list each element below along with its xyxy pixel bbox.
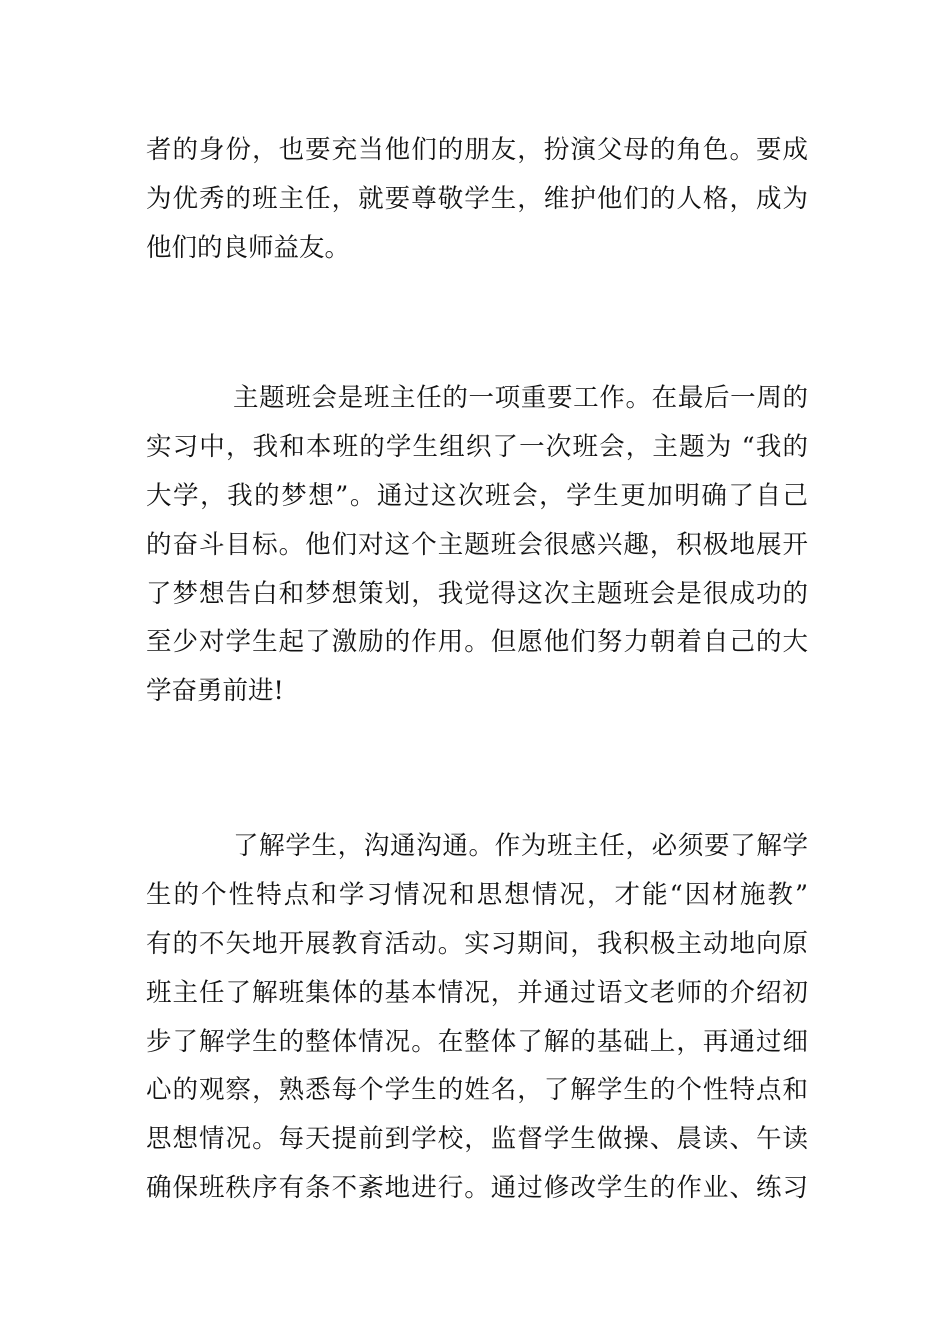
paragraph-line: 班主任了解班集体的基本情况，并通过语文老师的介绍初 [146, 977, 808, 1008]
paragraph-line: 步了解学生的整体情况。在整体了解的基础上，再通过细 [146, 1026, 808, 1057]
paragraph-line: 有的不矢地开展教育活动。实习期间，我积极主动地向原 [146, 928, 808, 959]
paragraph-line: 为优秀的班主任，就要尊敬学生，维护他们的人格，成为 [146, 183, 808, 214]
paragraph-line: 大学，我的梦想”。通过这次班会，学生更加明确了自己 [146, 480, 808, 511]
paragraph-line: 至少对学生起了激励的作用。但愿他们努力朝着自己的大 [146, 627, 808, 658]
paragraph-line: 者的身份，也要充当他们的朋友，扮演父母的角色。要成 [146, 135, 808, 165]
paragraph-2 [146, 374, 808, 716]
paragraph-3 [146, 822, 808, 1213]
paragraph-line: 他们的良师益友。 [146, 232, 351, 263]
paragraph-line: 学奋勇前进! [146, 676, 284, 707]
paragraph-line: 了梦想告白和梦想策划，我觉得这次主题班会是很成功的 [146, 578, 808, 609]
paragraph-line: 的奋斗目标。他们对这个主题班会很感兴趣，积极地展开 [146, 529, 808, 560]
paragraph-1 [146, 126, 808, 273]
paragraph-line: 确保班秩序有条不紊地进行。通过修改学生的作业、练习 [146, 1173, 808, 1204]
paragraph-line: 实习中，我和本班的学生组织了一次班会，主题为 “我的 [146, 431, 808, 462]
paragraph-line: 了解学生，沟通沟通。作为班主任，必须要了解学 [233, 831, 808, 861]
paragraph-line: 思想情况。每天提前到学校，监督学生做操、晨读、午读 [146, 1124, 808, 1155]
paragraph-line: 主题班会是班主任的一项重要工作。在最后一周的 [233, 383, 808, 413]
paragraph-line: 心的观察，熟悉每个学生的姓名，了解学生的个性特点和 [146, 1075, 808, 1106]
paragraph-line: 生的个性特点和学习情况和思想情况，才能“因材施教” [146, 879, 808, 910]
